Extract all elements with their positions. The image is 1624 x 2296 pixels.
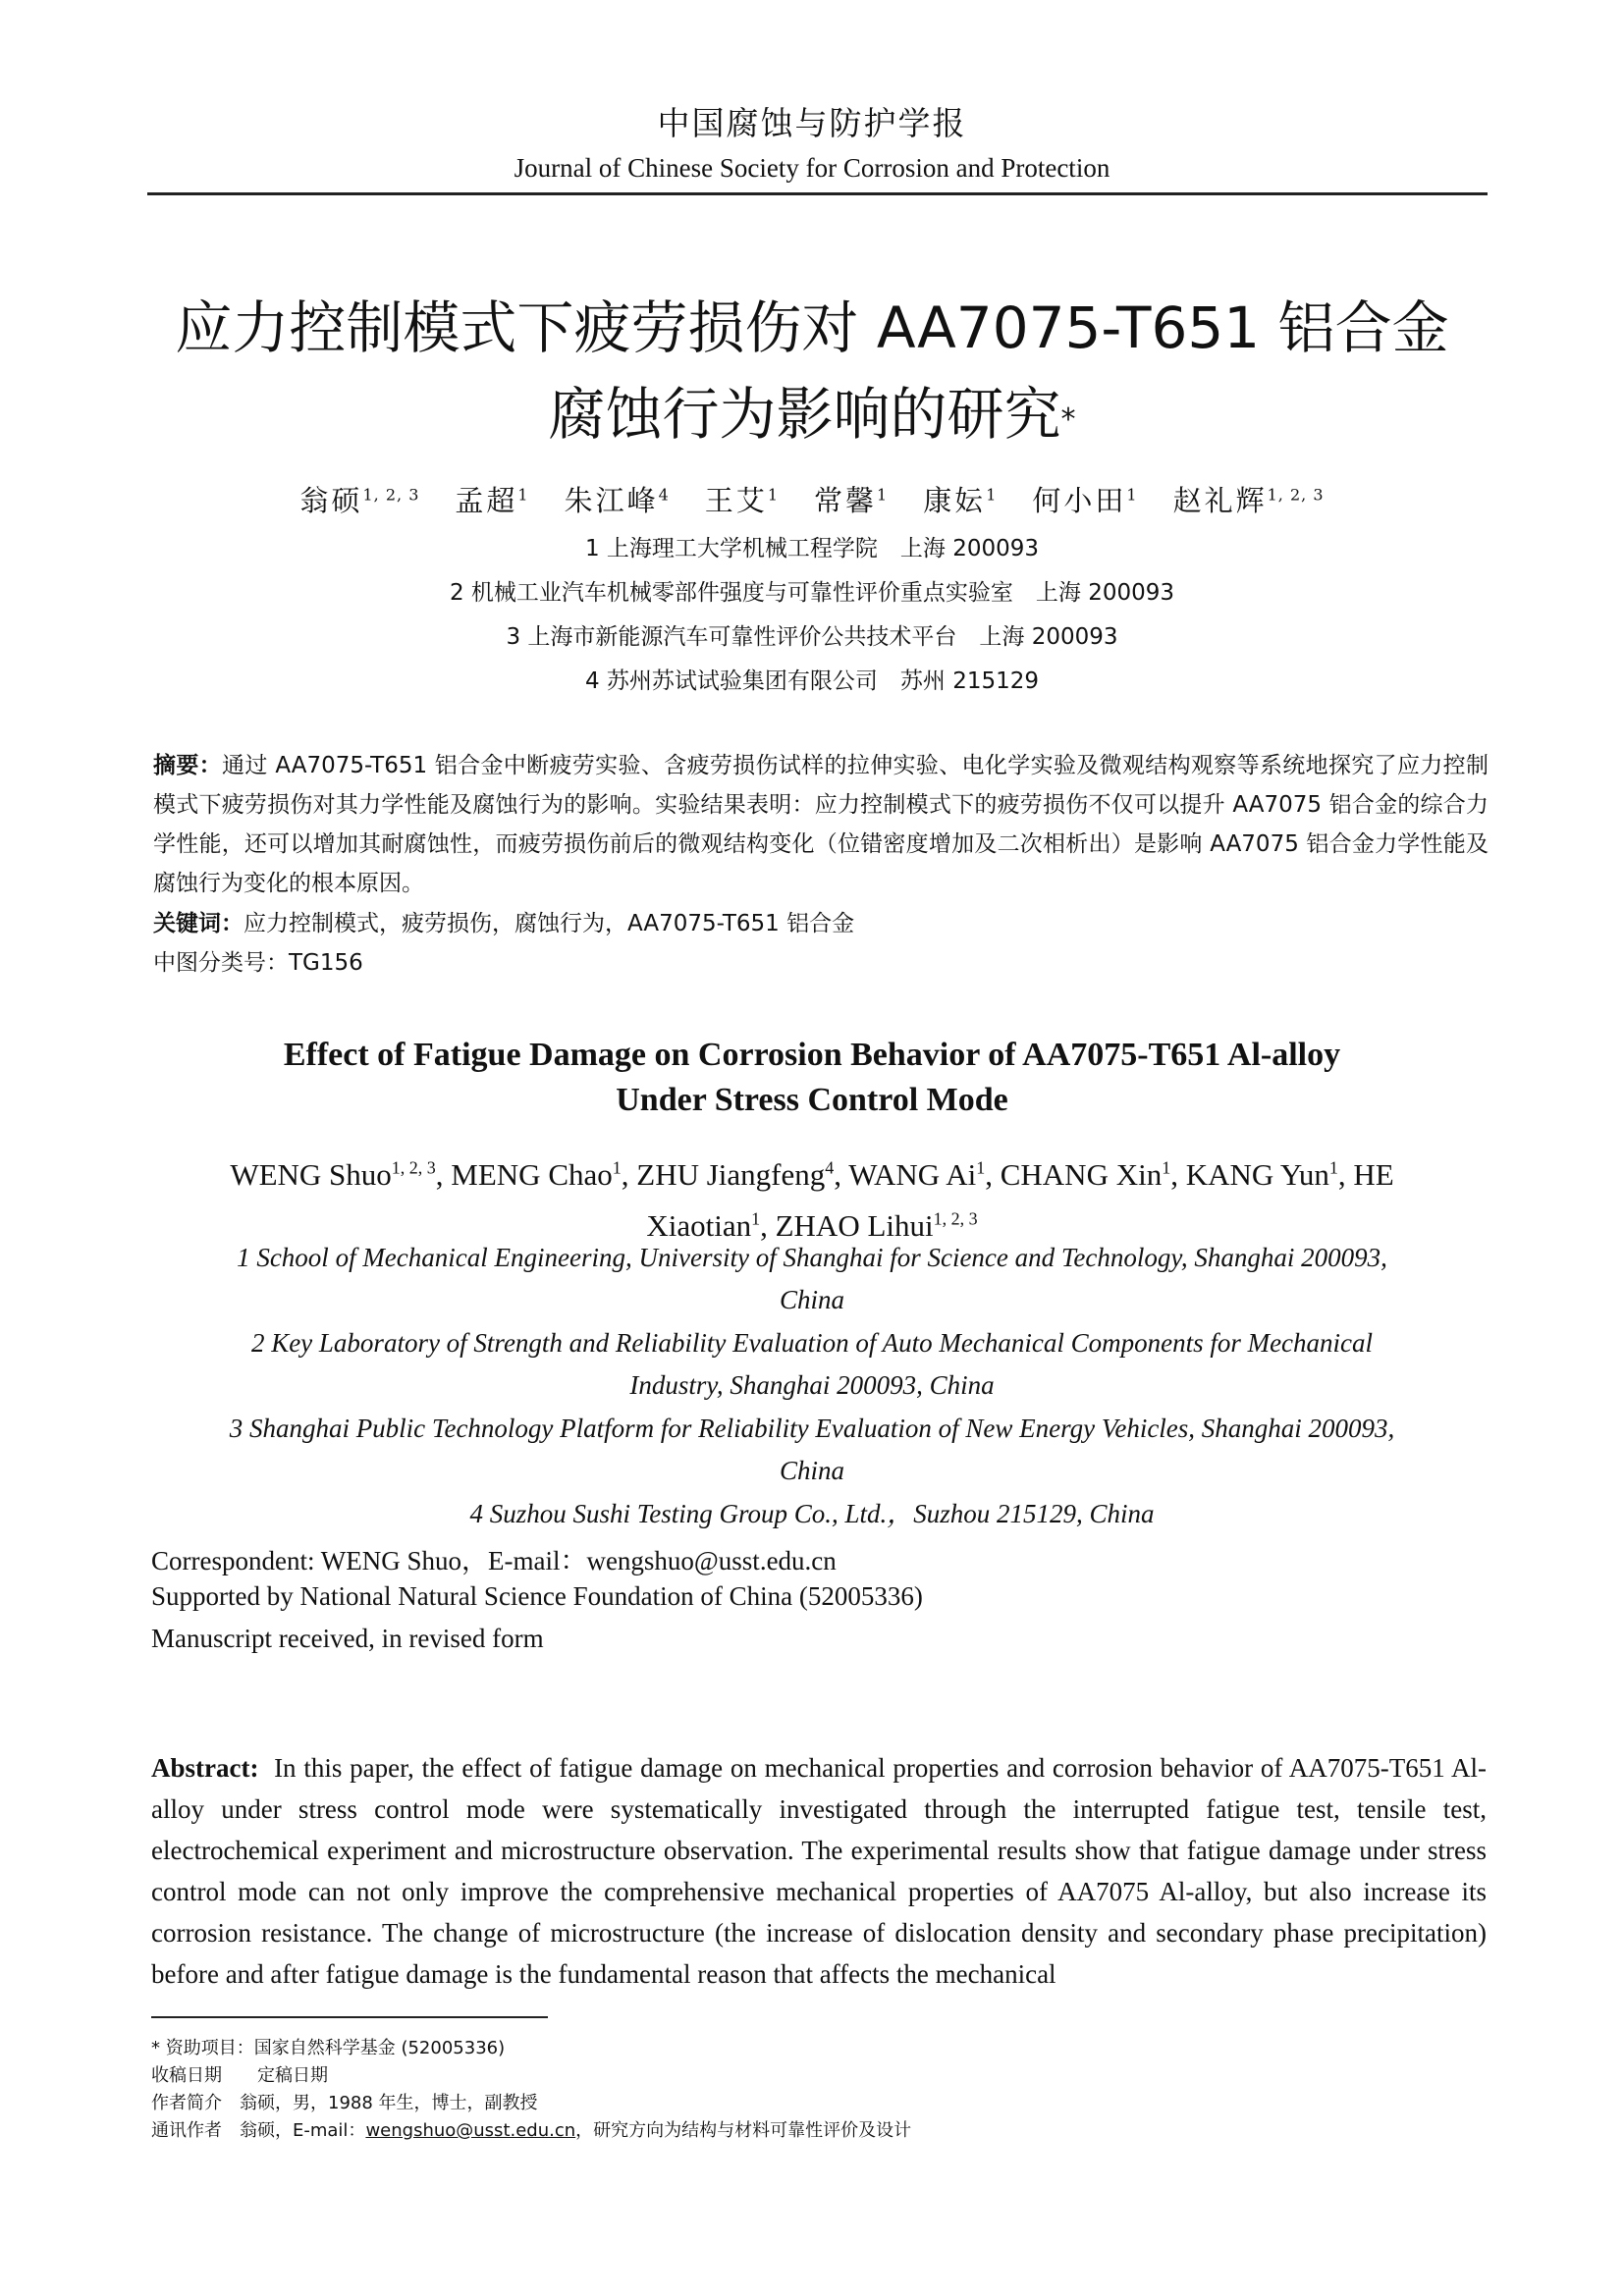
correspondent-line: Correspondent: WENG Shuo，E-mail：wengshuo@usst.edu.cn — [151, 1546, 837, 1575]
author-en: KANG Yun$^1$, — [1185, 1157, 1354, 1193]
keywords-cn-text: 应力控制模式，疲劳损伤，腐蚀行为，AA7075-T651 铝合金 — [244, 911, 855, 936]
journal-title-cn: 中国腐蚀与防护学报 — [657, 107, 967, 142]
abstract-en-text: In this paper, the effect of fatigue damage on mechanical properties and corrosion behavior of AA7075-T651 Al-alloy under stress control mode were systematically investigated through the interrupted fatigue test, tensile test, electrochemical experiment and microstructure observation. The experimental results show that fatigue damage under stress control mode can not only improve the comprehensive mechanical properties of AA7075 Al-alloy, but also increase its corrosion resistance. The change of microstructure (the increase of dislocation density and secondary phase precipitation) before and after fatigue damage is the fundamental reason that affects the mechanical — [151, 1753, 1487, 1989]
author-en: CHANG Xin$^1$, — [1000, 1157, 1186, 1193]
paper-title-en-line1: Effect of Fatigue Damage on Corrosion Behavior of AA7075-T651 Al-alloy — [283, 1037, 1341, 1073]
author-cn: 何小田$^1$ — [1032, 484, 1138, 517]
funding-line: Supported by National Natural Science Foundation of China (52005336) — [151, 1581, 923, 1611]
keywords-cn — [153, 905, 1489, 937]
affiliation-en-4: 4 Suzhou Sushi Testing Group Co., Ltd.，Suzhou 215129, China — [469, 1499, 1155, 1528]
author-cn: 翁硕$^{1, 2, 3}$ — [299, 484, 420, 517]
footnote-dates: 收稿日期 定稿日期 — [151, 2065, 328, 2086]
author-cn: 常馨$^1$ — [814, 484, 889, 517]
author-list-en — [167, 1147, 1457, 1248]
author-cn: 康妘$^1$ — [923, 484, 998, 517]
clc-label: 中图分类号： — [153, 950, 289, 976]
affiliation-cn-1: 1 上海理工大学机械工程学院 上海 200093 — [584, 536, 1040, 561]
journal-title-en: Journal of Chinese Society for Corrosion and Protection — [514, 153, 1110, 183]
header-rule — [147, 192, 1488, 195]
footnote-rule — [151, 2016, 548, 2018]
clc-value: TG156 — [289, 950, 363, 976]
affiliation-cn-4: 4 苏州苏试试验集团有限公司 苏州 215129 — [584, 668, 1040, 694]
paper-title-en-line2: Under Stress Control Mode — [616, 1082, 1008, 1118]
paper-title-cn — [0, 285, 1624, 457]
abstract-cn-text: 通过 AA7075-T651 铝合金中断疲劳实验、含疲劳损伤试样的拉伸实验、电化学实验及微观结构观察等系统地探究了应力控制模式下疲劳损伤对其力学性能及腐蚀行为的影响。实验结果表明：应力控制模式下的疲劳损伤不仅可以提升 AA7075 铝合金的综合力学性能，还可以增加其耐腐蚀性，而疲劳损伤前后的微观结构变化（位错密度增加及二次相析出）是影响 AA7075 铝合金力学性能及腐蚀行为变化的根本原因。 — [153, 753, 1489, 896]
author-cn: 王艾$^1$ — [704, 484, 779, 517]
affiliation-cn-2: 2 机械工业汽车机械零部件强度与可靠性评价重点实验室 上海 200093 — [449, 580, 1175, 606]
author-list-cn — [0, 479, 1624, 519]
title-footnote-mark: * — [1060, 402, 1076, 437]
author-en: ZHU Jiangfeng$^4$, — [636, 1157, 849, 1193]
footnote-correspondent: 通讯作者 翁硕，E-mail：wengshuo@usst.edu.cn，研究方向为结构与材料可靠性评价及设计 — [151, 2120, 912, 2141]
paper-title-cn-line2: 腐蚀行为影响的研究* — [548, 381, 1076, 448]
author-en: WENG Shuo$^{1, 2, 3}$, — [230, 1157, 452, 1193]
affiliation-en-3: 3 Shanghai Public Technology Platform for Reliability Evaluation of New Energy Vehicles, Shanghai 200093, China — [229, 1414, 1395, 1485]
footnote-author-bio: 作者简介 翁硕，男，1988 年生，博士，副教授 — [151, 2093, 538, 2113]
author-cn: 朱江峰$^4$ — [564, 484, 670, 517]
author-en: HE Xiaotian$^1$, — [646, 1157, 1394, 1243]
paper-title-en — [0, 1033, 1624, 1123]
clc-number — [153, 944, 1489, 977]
email-link[interactable]: wengshuo@usst.edu.cn — [365, 2120, 576, 2141]
abstract-en-label: Abstract: — [151, 1753, 259, 1783]
author-en: MENG Chao$^1$, — [451, 1157, 637, 1193]
manuscript-line: Manuscript received, in revised form — [151, 1624, 544, 1653]
author-cn: 孟超$^1$ — [455, 484, 529, 517]
keywords-cn-label: 关键词： — [153, 911, 244, 936]
abstract-en — [151, 1747, 1487, 1995]
author-en: WANG Ai$^1$, — [848, 1157, 1001, 1193]
abstract-cn-label: 摘要： — [153, 753, 223, 778]
affiliation-cn-3: 3 上海市新能源汽车可靠性评价公共技术平台 上海 200093 — [506, 624, 1118, 650]
affiliation-en-1: 1 School of Mechanical Engineering, University of Shanghai for Science and Technology, Shanghai 200093, China — [237, 1243, 1387, 1314]
footnote-funding: * 资助项目：国家自然科学基金 (52005336) — [151, 2038, 506, 2058]
author-en: ZHAO Lihui$^{1, 2, 3}$ — [775, 1207, 978, 1243]
abstract-cn — [153, 746, 1489, 903]
paper-title-cn-line1: 应力控制模式下疲劳损伤对 AA7075-T651 铝合金 — [175, 294, 1449, 361]
affiliation-en-2: 2 Key Laboratory of Strength and Reliability Evaluation of Auto Mechanical Components for Mechanical Industry, Shanghai 200093, China — [250, 1328, 1374, 1400]
author-cn: 赵礼辉$^{1, 2, 3}$ — [1172, 484, 1325, 517]
